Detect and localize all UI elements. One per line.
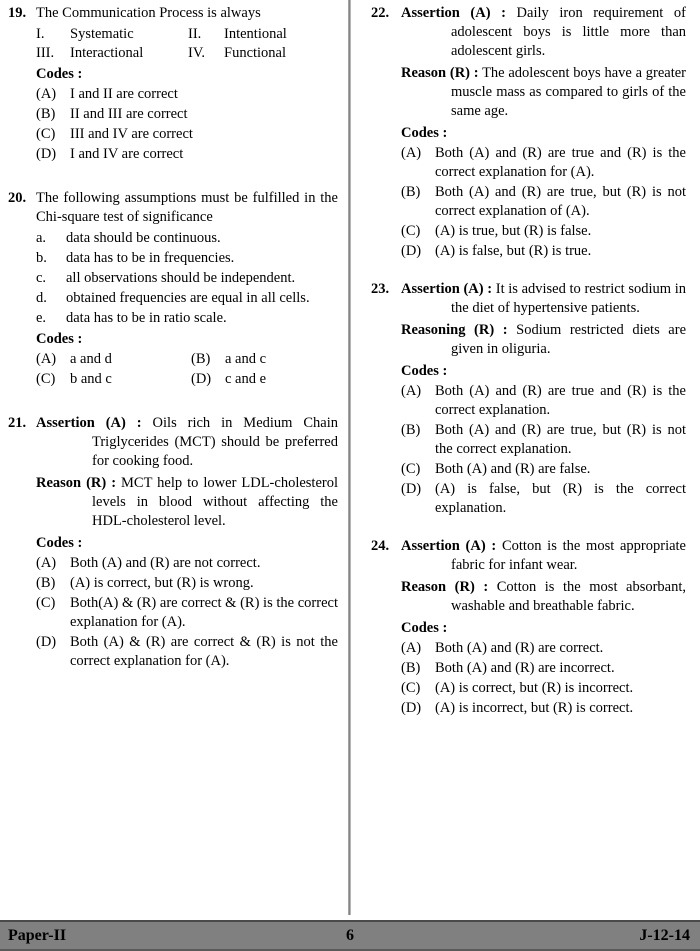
question-body <box>401 537 686 719</box>
option-tag: (D) <box>401 700 422 716</box>
option-b[interactable] <box>36 574 338 593</box>
option-tag: (D) <box>191 371 212 387</box>
sub-item <box>36 309 338 328</box>
question-number: 22. <box>371 5 390 21</box>
codes-label: Codes : <box>401 620 448 636</box>
option-text: Both (A) and (R) are incorrect. <box>435 660 615 676</box>
codes-label: Codes : <box>36 66 83 82</box>
question-body <box>36 4 338 165</box>
option-text: (A) is false, but (R) is true. <box>435 243 592 259</box>
option-tag: (B) <box>401 422 421 438</box>
option-tag: (C) <box>36 595 56 611</box>
option-tag: (D) <box>36 146 57 162</box>
option-text: c and e <box>225 371 267 387</box>
roman-label: Intentional <box>224 26 287 42</box>
option-tag: (C) <box>401 461 421 477</box>
question-body <box>36 414 338 672</box>
option-a[interactable] <box>401 144 686 182</box>
option-tag: (A) <box>401 640 422 656</box>
answer-options <box>36 554 338 671</box>
option-tag: (D) <box>36 634 57 650</box>
option-tag: (A) <box>401 383 422 399</box>
assertion-label: Assertion (A) : <box>401 5 506 21</box>
answer-options <box>401 639 686 718</box>
option-text: Both (A) and (R) are false. <box>435 461 591 477</box>
footer-page-number: 6 <box>346 926 354 944</box>
sub-item-text: data should be continuous. <box>66 230 221 246</box>
footer-paper-label: Paper-II <box>8 926 67 944</box>
option-tag: (B) <box>401 184 421 200</box>
assertion-text: Oils rich in Medium Chain Triglycerides (MCT) should be preferred for cooking food. <box>92 415 339 469</box>
option-tag: (C) <box>401 680 421 696</box>
option-d[interactable] <box>401 242 686 261</box>
question-21 <box>6 414 338 672</box>
option-d[interactable] <box>191 370 338 389</box>
question-number: 23. <box>371 281 390 297</box>
option-text: I and II are correct <box>70 86 178 102</box>
assertion-label: Assertion (A) : <box>401 281 493 297</box>
reason-label: Reason (R) : <box>401 579 489 595</box>
option-a[interactable] <box>36 350 183 369</box>
question-number: 19. <box>8 5 27 21</box>
question-23 <box>363 280 686 519</box>
roman-marker: I. <box>36 26 45 42</box>
answer-options <box>36 350 338 390</box>
option-d[interactable] <box>36 145 338 164</box>
roman-marker: III. <box>36 45 55 61</box>
sub-item-text: obtained frequencies are equal in all cells. <box>66 290 310 306</box>
reason-statement <box>36 474 338 531</box>
footer-paper-code: J-12-14 <box>639 926 690 944</box>
sub-item <box>36 229 338 248</box>
assertion-statement <box>401 537 686 575</box>
option-text: (A) is incorrect, but (R) is correct. <box>435 700 634 716</box>
option-tag: (A) <box>36 555 57 571</box>
option-tag: (C) <box>36 371 56 387</box>
option-d[interactable] <box>401 699 686 718</box>
option-tag: (B) <box>36 106 56 122</box>
option-a[interactable] <box>401 382 686 420</box>
option-c[interactable] <box>401 460 686 479</box>
option-b[interactable] <box>401 421 686 459</box>
reason-text: MCT help to lower LDL-cholesterol levels in blood without affecting the HDL-cholesterol level. <box>92 475 339 529</box>
option-d[interactable] <box>401 480 686 518</box>
right-column <box>351 0 700 915</box>
question-number: 24. <box>371 538 390 554</box>
assertion-text: Daily iron requirement of adolescent boys is little more than adolescent girls. <box>451 5 686 59</box>
option-b[interactable] <box>36 105 338 124</box>
option-b[interactable] <box>401 183 686 221</box>
option-c[interactable] <box>36 125 338 144</box>
option-a[interactable] <box>36 85 338 104</box>
assertion-statement <box>401 4 686 61</box>
option-text: a and d <box>70 351 112 367</box>
option-text: Both (A) and (R) are not correct. <box>70 555 261 571</box>
assertion-statement <box>401 280 686 318</box>
reason-label: Reason (R) : <box>36 475 117 491</box>
option-text: III and IV are correct <box>70 126 193 142</box>
question-spacer <box>363 266 686 280</box>
assertion-text: It is advised to restrict sodium in the diet of hypertensive patients. <box>451 281 686 316</box>
option-text: Both(A) & (R) are correct & (R) is the correct explanation for (A). <box>70 595 338 630</box>
question-number: 20. <box>8 190 27 206</box>
option-tag: (C) <box>36 126 56 142</box>
option-b[interactable] <box>401 659 686 678</box>
option-tag: (A) <box>36 86 57 102</box>
reason-text: The adolescent boys have a greater muscle mass as compared to girls of the same age. <box>451 65 686 119</box>
question-20 <box>6 189 338 390</box>
option-text: I and IV are correct <box>70 146 184 162</box>
option-tag: (D) <box>401 481 422 497</box>
assertion-statement <box>36 414 338 471</box>
question-body <box>401 4 686 262</box>
option-tag: (B) <box>401 660 421 676</box>
reason-label: Reasoning (R) : <box>401 322 508 338</box>
reason-text: Cotton is the most absorbant, washable and breathable fabric. <box>451 579 687 614</box>
codes-label: Codes : <box>36 331 83 347</box>
roman-label: Systematic <box>70 26 134 42</box>
codes-label: Codes : <box>36 535 83 551</box>
option-c[interactable] <box>401 679 686 698</box>
option-text: (A) is true, but (R) is false. <box>435 223 592 239</box>
option-tag: (B) <box>36 575 56 591</box>
option-c[interactable] <box>401 222 686 241</box>
codes-label: Codes : <box>401 125 448 141</box>
option-text: (A) is false, but (R) is the correct explanation. <box>435 481 686 516</box>
option-text: Both (A) and (R) are true and (R) is the correct explanation. <box>435 383 686 418</box>
left-column <box>0 0 348 915</box>
assertion-label: Assertion (A) : <box>401 538 497 554</box>
sub-item-marker: b. <box>36 250 47 266</box>
option-c[interactable] <box>36 594 338 632</box>
sub-item <box>36 289 338 308</box>
question-body <box>401 280 686 519</box>
sub-item-text: data has to be in frequencies. <box>66 250 235 266</box>
option-text: Both (A) & (R) are correct & (R) is not the correct explanation for (A). <box>70 634 338 669</box>
roman-label: Interactional <box>70 45 144 61</box>
option-text: b and c <box>70 371 112 387</box>
option-text: Both (A) and (R) are true, but (R) is not the correct explanation. <box>435 422 686 457</box>
assertion-label: Assertion (A) : <box>36 415 142 431</box>
option-text: Both (A) and (R) are correct. <box>435 640 604 656</box>
roman-label: Functional <box>224 45 287 61</box>
option-b[interactable] <box>191 350 338 369</box>
option-text: II and III are correct <box>70 106 188 122</box>
answer-options <box>401 382 686 518</box>
option-a[interactable] <box>401 639 686 658</box>
question-number: 21. <box>8 415 27 431</box>
option-tag: (A) <box>401 145 422 161</box>
option-tag: (B) <box>191 351 211 367</box>
option-tag: (D) <box>401 243 422 259</box>
roman-options-grid <box>36 25 338 63</box>
sub-item <box>36 249 338 268</box>
reason-statement <box>401 321 686 359</box>
question-stem: The following assumptions must be fulfilled in the Chi-square test of significance <box>36 190 338 225</box>
reason-statement <box>401 64 686 121</box>
sub-item-marker: e. <box>36 310 47 326</box>
answer-options <box>36 85 338 164</box>
option-c[interactable] <box>36 370 183 389</box>
sub-item-marker: c. <box>36 270 47 286</box>
assertion-text: Cotton is the most appropriate fabric for infant wear. <box>451 538 686 573</box>
sub-item-marker: a. <box>36 230 47 246</box>
roman-marker: II. <box>188 26 202 42</box>
answer-options <box>401 144 686 261</box>
sub-item-text: all observations should be independent. <box>66 270 296 286</box>
question-body <box>36 189 338 390</box>
sub-item-text: data has to be in ratio scale. <box>66 310 227 326</box>
option-text: (A) is correct, but (R) is wrong. <box>70 575 254 591</box>
option-d[interactable] <box>36 633 338 671</box>
question-19 <box>6 4 338 165</box>
reason-label: Reason (R) : <box>401 65 479 81</box>
roman-marker: IV. <box>188 45 206 61</box>
page-footer <box>0 920 700 951</box>
sub-item-marker: d. <box>36 290 47 306</box>
option-tag: (C) <box>401 223 421 239</box>
option-text: Both (A) and (R) are true and (R) is the correct explanation for (A). <box>435 145 686 180</box>
option-text: Both (A) and (R) are true, but (R) is not correct explanation of (A). <box>435 184 686 219</box>
question-22 <box>363 4 686 262</box>
reason-statement <box>401 578 686 616</box>
reason-text: Sodium restricted diets are given in oliguria. <box>451 322 687 357</box>
question-spacer <box>6 169 338 189</box>
option-text: (A) is correct, but (R) is incorrect. <box>435 680 634 696</box>
question-spacer <box>363 523 686 537</box>
question-spacer <box>6 394 338 414</box>
option-tag: (A) <box>36 351 57 367</box>
option-a[interactable] <box>36 554 338 573</box>
sub-item <box>36 269 338 288</box>
question-24 <box>363 537 686 719</box>
option-text: a and c <box>225 351 267 367</box>
codes-label: Codes : <box>401 363 448 379</box>
question-stem: The Communication Process is always <box>36 5 261 21</box>
